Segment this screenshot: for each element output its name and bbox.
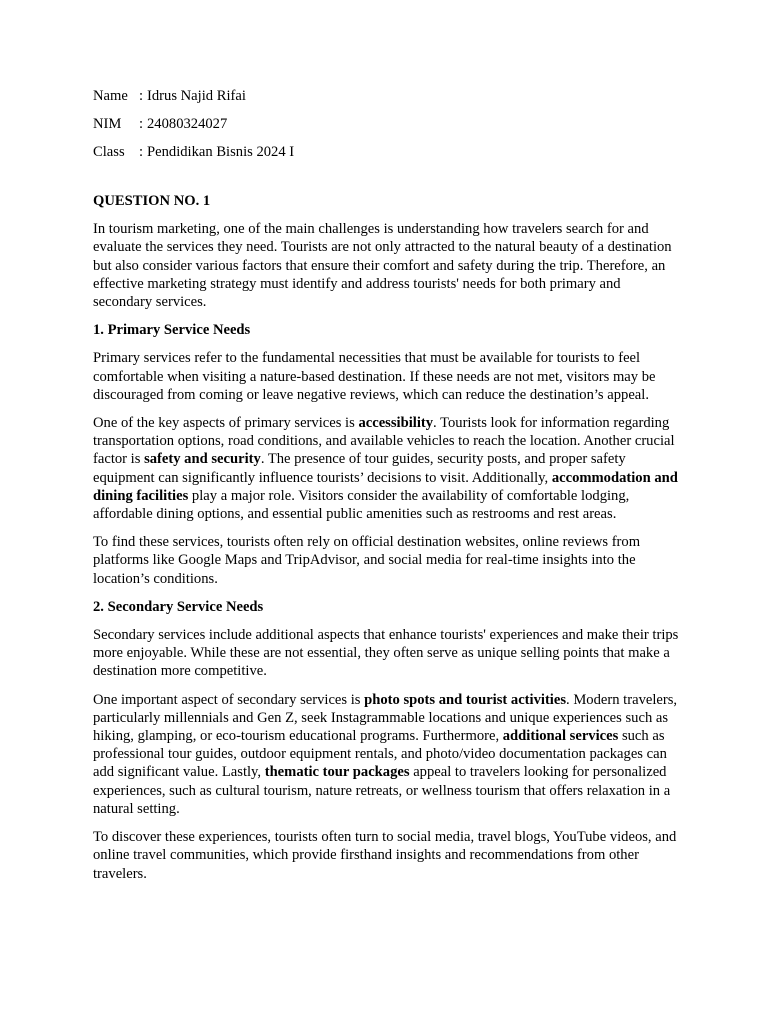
secondary-paragraph-3: To discover these experiences, tourists often turn to social media, travel blogs, YouTube videos, and online travel communities, which provide firsthand insights and recommendations from other travelers. <box>93 829 677 882</box>
question-title: QUESTION NO. 1 <box>93 193 211 209</box>
thematic-tour-packages-term: thematic tour packages <box>264 764 410 781</box>
nim-separator: : <box>139 116 144 132</box>
nim-label: NIM <box>93 116 122 132</box>
class-row <box>93 143 683 161</box>
intro-paragraph: In tourism marketing, one of the main challenges is understanding how travelers search for and evaluate the services they need. Tourists are not only attracted to the natural beauty of a destination but also consider various factors that ensure their comfort and safety during the trip. Therefore, an effective marketing strategy must identify and address tourists' needs for both primary and secondary services. <box>93 221 672 311</box>
secondary-p2-text-a: One important aspect of secondary services is <box>93 691 365 708</box>
primary-paragraph-2 <box>93 414 683 523</box>
primary-p2-text-g: play a major role. Visitors consider the availability of comfortable lodging, affordable dining options, and essential public amenities such as restrooms and rest areas. <box>93 487 630 523</box>
name-value: Idrus Najid Rifai <box>147 88 246 104</box>
accommodation-dining-term: accommodation and dining facilities <box>93 469 678 504</box>
secondary-section-title: 2. Secondary Service Needs <box>93 598 264 615</box>
primary-section-title: 1. Primary Service Needs <box>93 322 251 339</box>
accessibility-term: accessibility <box>358 415 434 432</box>
class-separator: : <box>139 144 144 160</box>
primary-paragraph-3: To find these services, tourists often rely on official destination websites, online reviews from platforms like Google Maps and TripAdvisor, and social media for real-time insights into the location’s conditions. <box>93 534 641 587</box>
secondary-paragraph-2 <box>93 691 683 818</box>
name-separator: : <box>139 88 144 104</box>
class-value: Pendidikan Bisnis 2024 I <box>147 144 295 160</box>
name-row <box>93 87 683 105</box>
class-label: Class <box>93 144 125 160</box>
safety-security-term: safety and security <box>144 451 261 468</box>
additional-services-term: additional services <box>502 728 619 745</box>
document-body <box>93 87 683 893</box>
primary-paragraph-1: Primary services refer to the fundamental necessities that must be available for tourists to feel comfortable when visiting a nature-based destination. If these needs are not met, visitors may be discouraged from coming or leave negative reviews, which can reduce the destination’s appeal. <box>93 350 656 403</box>
nim-value: 24080324027 <box>147 116 228 132</box>
secondary-p2-text-g: appeal to travelers looking for personalized experiences, such as cultural tourism, nature retreats, or wellness tourism that offers relaxation in a natural setting. <box>93 764 671 817</box>
primary-p2-text-a: One of the key aspects of primary services is <box>93 415 359 432</box>
secondary-p2-text-e: such as professional tour guides, outdoor equipment rentals, and photo/video documentation packages can add significant value. Lastly, <box>93 728 667 781</box>
nim-row <box>93 115 683 133</box>
secondary-paragraph-1: Secondary services include additional aspects that enhance tourists' experiences and make their trips more enjoyable. While these are not essential, they often serve as unique selling points that make a destination more competitive. <box>93 627 679 680</box>
secondary-p2-text-c: . Modern travelers, particularly millennials and Gen Z, seek Instagrammable locations and unique experiences such as hiking, glamping, or eco-tourism educational programs. Furthermore, <box>93 691 678 745</box>
primary-p2-text-e: . The presence of tour guides, security posts, and proper safety equipment can significantly influence tourists’ decisions to visit. Additionally, <box>93 451 626 486</box>
primary-p2-text-c: . Tourists look for information regarding transportation options, road conditions, and available vehicles to reach the location. Another crucial factor is <box>93 415 675 468</box>
name-label: Name <box>93 88 128 104</box>
photo-spots-term: photo spots and tourist activities <box>364 691 567 708</box>
